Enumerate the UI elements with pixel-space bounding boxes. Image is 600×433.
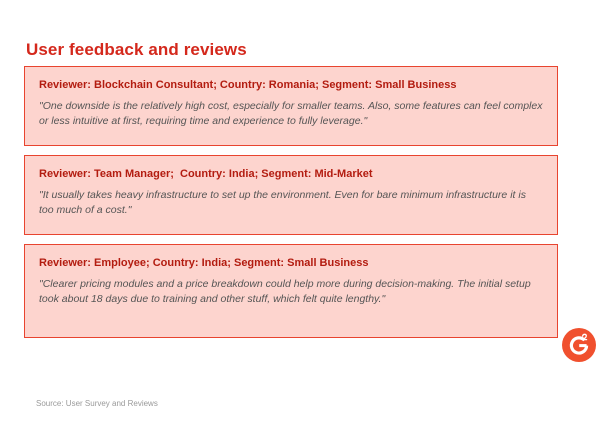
reviewer-header: Reviewer: Blockchain Consultant; Country: Romania; Segment: Small Business [39, 79, 457, 91]
review-card [24, 66, 558, 146]
reviewer-header: Reviewer: Employee; Country: India; Segment: Small Business [39, 257, 369, 269]
review-card [24, 155, 558, 235]
review-quote: "One downside is the relatively high cost, especially for smaller teams. Also, some features can feel complex or less intuitive at first, requiring time and experience to fully leverage." [39, 100, 543, 127]
review-card [24, 244, 558, 338]
review-quote: "Clearer pricing modules and a price breakdown could help more during decision-making. The initial setup took about 18 days due to training and other stuff, which felt quite lengthy." [39, 278, 531, 305]
g2-logo-icon [562, 328, 596, 362]
reviewer-header: Reviewer: Team Manager; Country: India; Segment: Mid-Market [39, 168, 373, 180]
page-title: User feedback and reviews [26, 40, 247, 59]
source-note: Source: User Survey and Reviews [36, 399, 158, 408]
g2-logo-icon [562, 328, 596, 362]
review-quote: "It usually takes heavy infrastructure to set up the environment. Even for bare minimum infrastructure it is too much of a cost." [39, 189, 526, 216]
